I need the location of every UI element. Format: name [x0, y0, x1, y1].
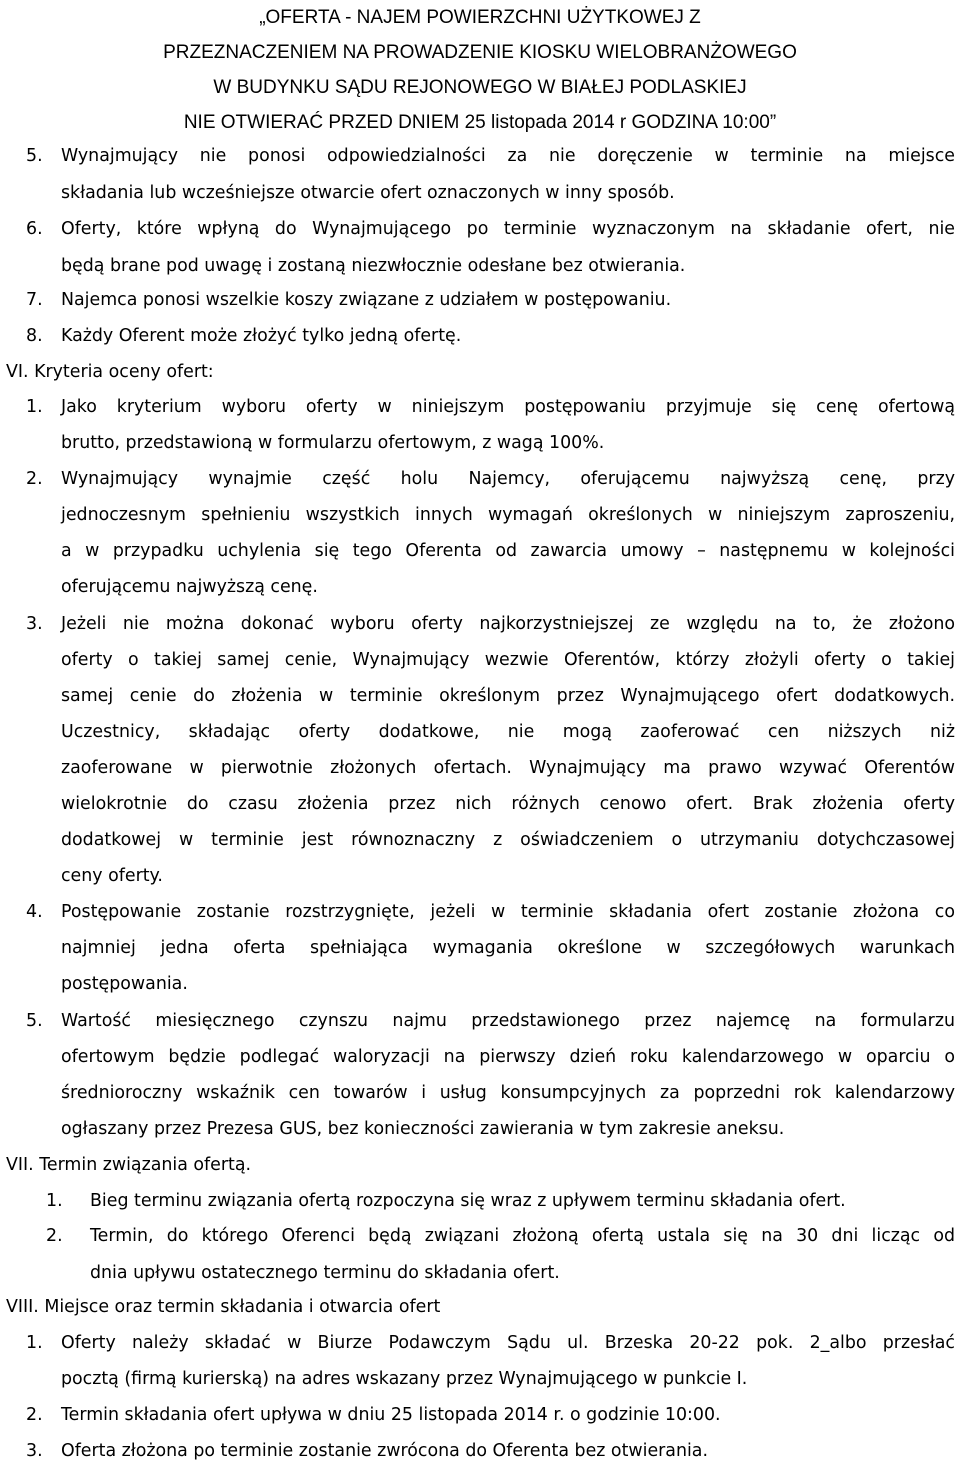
item-text-line: ceny oferty.	[61, 866, 163, 886]
item-number: 1.	[26, 1333, 43, 1353]
item-number: 4.	[26, 902, 43, 922]
section-title-vi: VI. Kryteria oceny ofert:	[6, 362, 214, 382]
section-title-vii: VII. Termin związania ofertą.	[6, 1155, 252, 1175]
item-number: 2.	[46, 1226, 63, 1246]
header-line-3: W BUDYNKU SĄDU REJONOWEGO W BIAŁEJ PODLASKIEJ	[213, 77, 747, 98]
item-text-line: a w przypadku uchylenia się tego Oferenta od zawarcia umowy – następnemu w kolejności	[61, 541, 955, 561]
item-text-line: Postępowanie zostanie rozstrzygnięte, jeżeli w terminie składania ofert zostanie złożona co	[61, 902, 955, 922]
item-number: 6.	[26, 219, 43, 239]
header-line-4: NIE OTWIERAĆ PRZED DNIEM 25 listopada 2014 r GODZINA 10:00”	[183, 112, 777, 133]
item-number: 3.	[26, 1441, 43, 1461]
item-text-line: postępowania.	[61, 974, 188, 994]
item-text-line: Wynajmujący wynajmie część holu Najemcy, oferującemu najwyższą cenę, przy	[61, 469, 955, 489]
item-text-line: samej cenie do złożenia w terminie określonym przez Wynajmującego ofert dodatkowych.	[61, 686, 955, 706]
item-number: 3.	[26, 614, 43, 634]
item-text-line: Jeżeli nie można dokonać wyboru oferty najkorzystniejszej ze względu na to, że złożono	[61, 614, 955, 634]
item-text-line: składania lub wcześniejsze otwarcie ofert oznaczonych w inny sposób.	[61, 182, 675, 203]
section-title-viii: VIII. Miejsce oraz termin składania i otwarcia ofert	[6, 1297, 441, 1317]
item-text-line: Oferty należy składać w Biurze Podawczym Sądu ul. Brzeska 20-22 pok. 2_albo przesłać	[61, 1333, 955, 1353]
item-text-line: Termin, do którego Oferenci będą związani złożoną ofertą ustala się na 30 dni licząc od	[90, 1226, 955, 1246]
item-text-line: Jako kryterium wyboru oferty w niniejszym postępowaniu przyjmuje się cenę ofertową	[61, 397, 955, 417]
item-text-line: Termin składania ofert upływa w dniu 25 listopada 2014 r. o godzinie 10:00.	[61, 1405, 721, 1425]
item-text-line: Najemca ponosi wszelkie koszy związane z udziałem w postępowaniu.	[61, 290, 672, 310]
item-text-line: ofertowym będzie podlegać waloryzacji na pierwszy dzień roku kalendarzowego w oparciu o	[61, 1047, 955, 1067]
header-line-2: PRZEZNACZENIEM NA PROWADZENIE KIOSKU WIELOBRANŻOWEGO	[163, 42, 797, 63]
item-text-line: Oferta złożona po terminie zostanie zwrócona do Oferenta bez otwierania.	[61, 1441, 708, 1461]
item-text-line: najmniej jedna oferta spełniająca wymagania określone w szczegółowych warunkach	[61, 938, 955, 958]
item-text-line: Oferty, które wpłyną do Wynajmującego po terminie wyznaczonym na składanie ofert, nie	[61, 219, 955, 239]
item-text-line: Wartość miesięcznego czynszu najmu przedstawionego przez najemcę na formularzu	[61, 1011, 955, 1031]
item-number: 2.	[26, 469, 43, 489]
item-text-line: Uczestnicy, składając oferty dodatkowe, nie mogą zaoferować cen niższych niż	[61, 722, 955, 742]
item-text-line: oferty o takiej samej cenie, Wynajmujący wezwie Oferentów, którzy złożyli oferty o takiej	[61, 650, 955, 670]
item-number: 8.	[26, 326, 43, 346]
item-text-line: pocztą (firmą kurierską) na adres wskazany przez Wynajmującego w punkcie I.	[61, 1369, 748, 1389]
item-text-line: średnioroczny wskaźnik cen towarów i usług konsumpcyjnych za poprzedni rok kalendarzowy	[61, 1083, 955, 1103]
item-number: 1.	[26, 397, 43, 417]
item-text-line: oferującemu najwyższą cenę.	[61, 577, 318, 597]
item-text-line: ogłaszany przez Prezesa GUS, bez konieczności zawierania w tym zakresie aneksu.	[61, 1119, 785, 1139]
item-text-line: jednoczesnym spełnieniu wszystkich innych wymagań określonych w niniejszym zaproszeniu,	[61, 505, 955, 525]
item-text-line: wielokrotnie do czasu złożenia przez nich różnych cenowo ofert. Brak złożenia oferty	[61, 794, 955, 814]
item-number: 1.	[46, 1191, 63, 1211]
item-text-line: Bieg terminu związania ofertą rozpoczyna się wraz z upływem terminu składania ofert.	[90, 1191, 846, 1211]
item-text-line: zaoferowane w pierwotnie złożonych ofertach. Wynajmujący ma prawo wzywać Oferentów	[61, 758, 955, 778]
item-text-line: dodatkowej w terminie jest równoznaczny z oświadczeniem o utrzymaniu dotychczasowej	[61, 830, 955, 850]
item-text-line: brutto, przedstawioną w formularzu ofertowym, z wagą 100%.	[61, 433, 605, 453]
item-text-line: Każdy Oferent może złożyć tylko jedną ofertę.	[61, 326, 462, 346]
item-text-line: Wynajmujący nie ponosi odpowiedzialności za nie doręczenie w terminie na miejsce	[61, 146, 955, 166]
item-number: 5.	[26, 1011, 43, 1031]
header-line-1: „OFERTA - NAJEM POWIERZCHNI UŻYTKOWEJ Z	[259, 7, 701, 28]
item-text-line: będą brane pod uwagę i zostaną niezwłocznie odesłane bez otwierania.	[61, 255, 686, 276]
item-number: 2.	[26, 1405, 43, 1425]
item-number: 7.	[26, 290, 43, 310]
item-text-line: dnia upływu ostatecznego terminu do składania ofert.	[90, 1262, 560, 1283]
item-number: 5.	[26, 146, 43, 166]
